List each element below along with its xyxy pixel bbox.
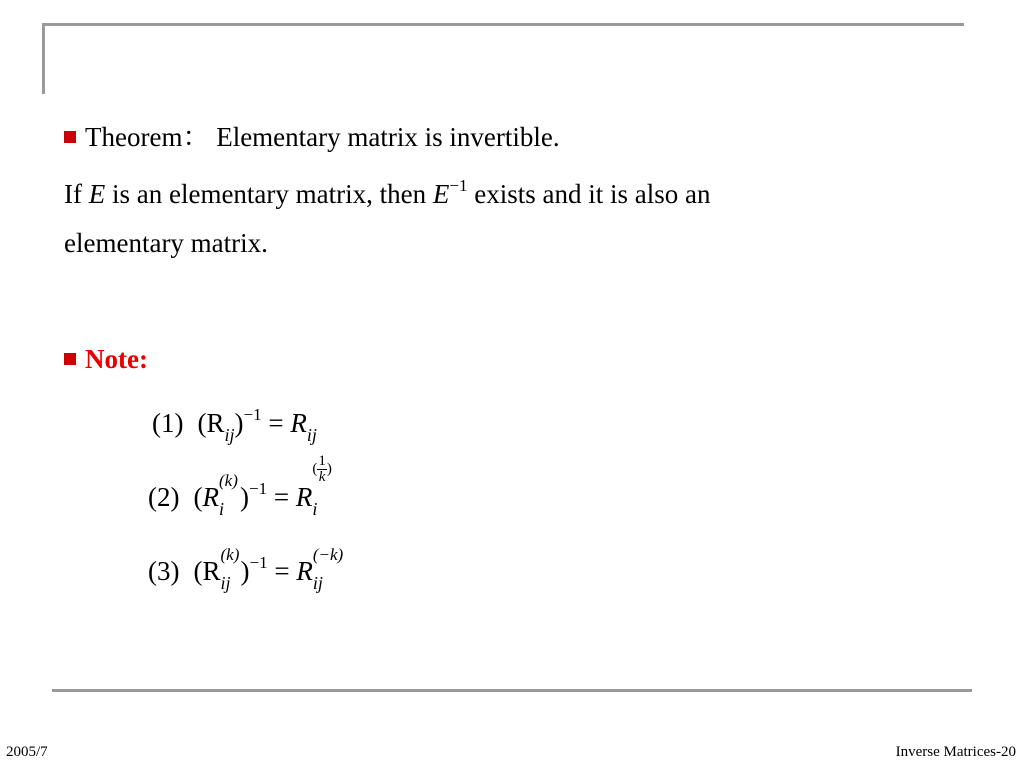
- text-fragment: is an elementary matrix, then: [105, 179, 433, 209]
- exponent: −1: [249, 479, 268, 498]
- fraction-denominator: k: [318, 469, 326, 485]
- text-fragment: If: [64, 179, 89, 209]
- bullet-square-icon: [64, 131, 76, 143]
- text-fragment: exists and it is also an: [467, 179, 711, 209]
- superscript: (k): [218, 471, 238, 490]
- equation-1: (1) $(R_{ij})^{-1} = R_{ij}$: [152, 405, 317, 445]
- fraction-numerator: 1: [318, 453, 326, 469]
- exponent: −1: [249, 553, 268, 572]
- subscript: ij: [312, 573, 323, 593]
- theorem-statement-line-2: elementary matrix.: [64, 228, 268, 258]
- matrix-symbol-E: E: [88, 179, 106, 209]
- note-heading: [64, 346, 148, 373]
- fraction-superscript: ( $\frac{1}{k}$ ): [312, 453, 332, 485]
- footer-rule: [52, 689, 972, 692]
- frame-left-rule: [42, 23, 45, 94]
- matrix-R: R: [296, 556, 313, 586]
- footer-page-label: Inverse Matrices-20: [895, 744, 1016, 760]
- equation-number: (3): [148, 556, 180, 586]
- equals-sign: =: [268, 408, 284, 438]
- matrix-R: R: [206, 408, 225, 438]
- equation-3: (3) (R (k) $_{ij}$ )$^{-1}$ = R (−k) $_{ij}$: [148, 545, 344, 593]
- matrix-R: R: [202, 482, 219, 512]
- equals-sign: =: [273, 482, 290, 512]
- matrix-R: R: [202, 556, 221, 586]
- superscript: (k): [220, 545, 240, 564]
- matrix-R: R: [290, 408, 307, 438]
- footer-date: 2005/7: [6, 744, 48, 760]
- superscript: (−k): [312, 545, 344, 564]
- subscript: ij: [220, 573, 231, 593]
- sub-sup-stack: [220, 545, 241, 593]
- subscript: ij: [224, 425, 235, 445]
- theorem-title: Elementary matrix is invertible.: [216, 122, 560, 152]
- theorem-colon: ：: [182, 122, 210, 152]
- subscript: i: [312, 499, 318, 519]
- equation-number: (1): [152, 408, 184, 438]
- equation-number: (2): [148, 482, 180, 512]
- sub-sup-stack: [312, 453, 332, 519]
- theorem-label: Theorem: [85, 122, 183, 152]
- equation-2: (2) (R (k) $_i$ )$^{-1} = R_i$ ( $\frac{1}{k}$ ): [148, 453, 332, 519]
- theorem-heading: [64, 124, 560, 151]
- theorem-statement-line-1: [64, 177, 710, 208]
- exponent: −1: [243, 405, 262, 424]
- inverse-exponent: −1: [449, 176, 468, 195]
- bullet-square-icon: [64, 353, 76, 365]
- equals-sign: =: [274, 556, 290, 586]
- matrix-symbol-E-inverse: E: [432, 179, 450, 209]
- subscript: ij: [306, 425, 317, 445]
- subscript: i: [218, 499, 224, 519]
- note-label: Note:: [85, 344, 148, 374]
- sub-sup-stack: [218, 471, 240, 519]
- sub-sup-stack: [312, 545, 344, 593]
- matrix-R: R: [295, 482, 313, 512]
- frame-top-rule: [42, 23, 964, 26]
